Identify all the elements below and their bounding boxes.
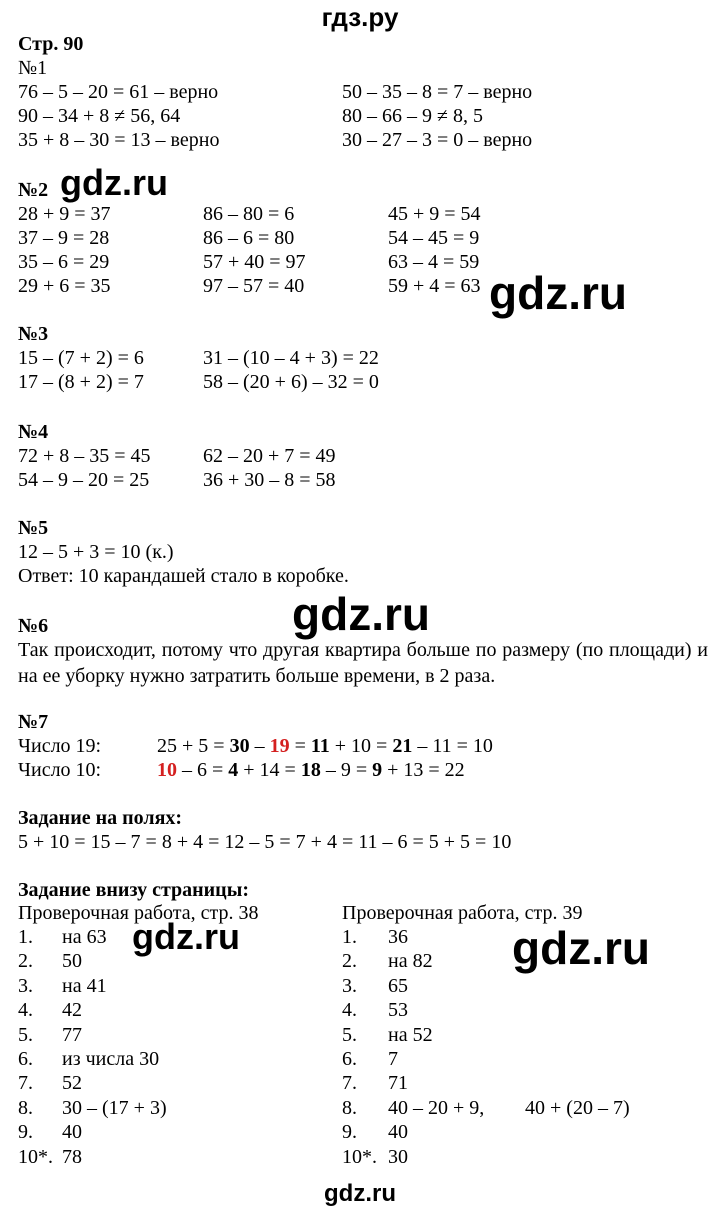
answer-number: 9. [342, 1121, 357, 1144]
answer-number: 7. [342, 1072, 357, 1095]
ex3-row-1-left: 15 – (7 + 2) = 6 [18, 347, 144, 369]
answer-value-alt: 40 + (20 – 7) [525, 1096, 630, 1119]
page-title: Стр. 90 [18, 33, 84, 55]
ex6-text: Так происходит, потому что другая квартира больше по размеру (по площади) и на ее уборку нужно затратить больше времени, в 2 раза. [18, 639, 708, 687]
ex3-row-1-right: 31 – (10 – 4 + 3) = 22 [203, 347, 379, 369]
answer-value: 50 [62, 950, 82, 973]
answer-number: 5. [342, 1023, 357, 1046]
exercise-6-label: №6 [18, 615, 49, 637]
ex1-row-2-left: 90 – 34 + 8 ≠ 56, 64 [18, 105, 181, 127]
left-test-title: Проверочная работа, стр. 38 [18, 902, 259, 924]
margin-task-label: Задание на полях: [18, 807, 183, 829]
ex4-row-1-left: 72 + 8 – 35 = 45 [18, 445, 151, 467]
answer-value: 40 [62, 1121, 82, 1144]
site-footer: gdz.ru [324, 1180, 396, 1207]
watermark-2: gdz.ru [489, 267, 627, 319]
answer-number: 6. [18, 1048, 33, 1070]
ex1-row-3-left: 35 + 8 – 30 = 13 – верно [18, 129, 220, 151]
ex1-row-1-right: 50 – 35 – 8 = 7 – верно [342, 81, 533, 103]
exercise-5-label: №5 [18, 517, 49, 539]
answer-value: 30 [388, 1145, 408, 1168]
answer-number: 9. [18, 1121, 33, 1144]
exercise-1-label: №1 [18, 57, 48, 79]
highlight-number: 10 [157, 759, 177, 781]
answer-value: на 82 [388, 950, 433, 973]
ex7-row-1-name: Число 19: [18, 735, 102, 757]
right-test-title: Проверочная работа, стр. 39 [342, 902, 583, 924]
watermark-3: gdz.ru [292, 588, 430, 640]
answer-value: 42 [62, 999, 82, 1022]
ex2-r4-c3: 59 + 4 = 63 [388, 275, 481, 297]
ex2-r4-c1: 29 + 6 = 35 [18, 275, 111, 297]
ex2-r3-c1: 35 – 6 = 29 [18, 251, 110, 273]
answer-number: 3. [342, 974, 357, 997]
answer-number: 7. [18, 1072, 33, 1095]
bottom-task-label: Задание внизу страницы: [18, 879, 249, 901]
answer-value: 77 [62, 1023, 82, 1046]
ex3-row-2-right: 58 – (20 + 6) – 32 = 0 [203, 371, 379, 393]
highlight-number: 19 [269, 735, 290, 757]
exercise-3-label: №3 [18, 323, 49, 345]
answer-number: 3. [18, 974, 33, 997]
ex1-row-3-right: 30 – 27 – 3 = 0 – верно [342, 129, 533, 151]
ex4-row-1-right: 62 – 20 + 7 = 49 [203, 445, 336, 467]
answer-number: 8. [342, 1096, 357, 1119]
ex7-row-2-chain: 10 – 6 = 4 + 14 = 18 – 9 = 9 + 13 = 22 [157, 759, 465, 781]
ex2-r1-c3: 45 + 9 = 54 [388, 203, 481, 225]
ex2-r3-c3: 63 – 4 = 59 [388, 251, 480, 273]
ex1-row-2-right: 80 – 66 – 9 ≠ 8, 5 [342, 105, 483, 127]
site-header: гдз.ру [321, 2, 399, 32]
answer-number: 1. [18, 926, 33, 948]
ex7-row-1-chain: 25 + 5 = 30 – 19 = 11 + 10 = 21 – 11 = 10 [157, 735, 493, 757]
answer-value: 53 [388, 999, 408, 1022]
answer-value: 40 [388, 1121, 408, 1144]
answer-value: на 63 [62, 926, 107, 948]
answer-value: 36 [388, 926, 408, 948]
ex7-row-2-name: Число 10: [18, 759, 102, 781]
answer-number: 10*. [18, 1145, 53, 1168]
ex3-row-2-left: 17 – (8 + 2) = 7 [18, 371, 144, 393]
ex2-r4-c2: 97 – 57 = 40 [203, 275, 305, 297]
watermark-4: gdz.ru [132, 916, 240, 957]
exercise-2-label: №2 [18, 179, 49, 201]
watermark-5: gdz.ru [512, 922, 650, 974]
watermark-1: gdz.ru [60, 162, 168, 203]
answer-number: 4. [18, 999, 33, 1022]
answer-number: 2. [18, 950, 33, 973]
answer-value: 52 [62, 1072, 82, 1095]
answer-value: на 52 [388, 1023, 433, 1046]
answer-number: 5. [18, 1023, 33, 1046]
answer-value: из числа 30 [62, 1048, 160, 1070]
ex2-r2-c1: 37 – 9 = 28 [18, 227, 110, 249]
margin-task-text: 5 + 10 = 15 – 7 = 8 + 4 = 12 – 5 = 7 + 4 = 11 – 6 = 5 + 5 = 10 [18, 831, 512, 853]
exercise-7-label: №7 [18, 711, 49, 733]
answer-value: на 41 [62, 974, 107, 997]
ex5-answer: Ответ: 10 карандашей стало в коробке. [18, 565, 349, 587]
answer-value: 71 [388, 1072, 408, 1095]
answer-number: 2. [342, 950, 357, 973]
answer-number: 10*. [342, 1145, 377, 1168]
answer-value: 30 – (17 + 3) [62, 1096, 167, 1119]
answer-value: 40 – 20 + 9, [388, 1096, 485, 1119]
answer-number: 6. [342, 1048, 357, 1070]
answer-number: 4. [342, 999, 357, 1022]
ex4-row-2-left: 54 – 9 – 20 = 25 [18, 469, 150, 491]
ex2-r1-c2: 86 – 80 = 6 [203, 203, 295, 225]
answer-value: 78 [62, 1145, 82, 1168]
ex4-row-2-right: 36 + 30 – 8 = 58 [203, 469, 336, 491]
ex2-r2-c2: 86 – 6 = 80 [203, 227, 295, 249]
answer-value: 65 [388, 974, 408, 997]
ex1-row-1-left: 76 – 5 – 20 = 61 – верно [18, 81, 219, 103]
ex2-r1-c1: 28 + 9 = 37 [18, 203, 111, 225]
answer-number: 8. [18, 1096, 33, 1119]
ex2-r3-c2: 57 + 40 = 97 [203, 251, 306, 273]
ex2-r2-c3: 54 – 45 = 9 [388, 227, 480, 249]
ex5-solution: 12 – 5 + 3 = 10 (к.) [18, 541, 174, 563]
answer-number: 1. [342, 926, 357, 948]
exercise-4-label: №4 [18, 421, 49, 443]
answer-value: 7 [388, 1048, 398, 1070]
